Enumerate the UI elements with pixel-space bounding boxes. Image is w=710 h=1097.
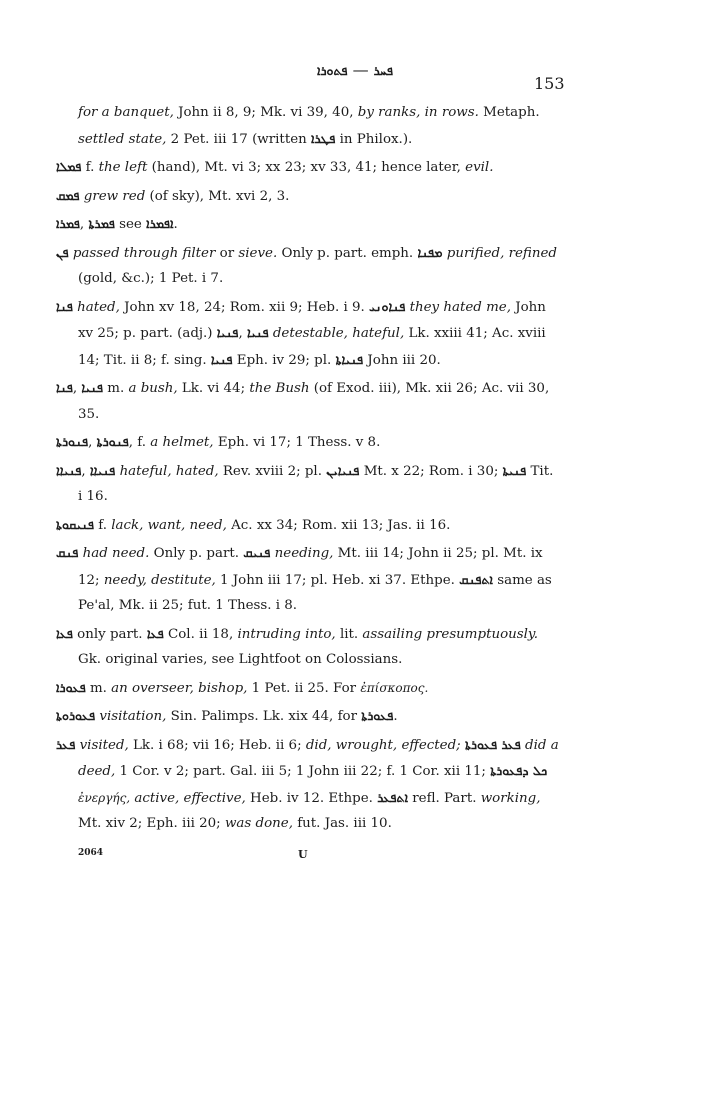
- syriac-headword: ܦܢܝܐܐ: [89, 462, 116, 478]
- italic-gloss: was done,: [224, 816, 293, 831]
- entry-text: .: [173, 217, 178, 232]
- italic-gloss: assailing presumptuously.: [362, 626, 538, 642]
- syriac-headword: ܦܢܝܬܐ: [502, 462, 527, 478]
- syriac-headword: ܦܢܘܪܬܐ: [96, 434, 129, 449]
- entry-text: Col. ii 18,: [163, 626, 238, 642]
- entry-text: .: [393, 709, 398, 724]
- entry-text: Mt. xiv 2; Eph. iii 20;: [78, 816, 225, 831]
- italic-gloss: an overseer, bishop,: [111, 680, 248, 696]
- italic-gloss: did a deed,: [78, 737, 559, 779]
- entry-text: Mt. x 22; Rom. i 30;: [359, 463, 503, 479]
- entry-text: John ii 8, 9; Mk. vi 39, 40,: [173, 105, 358, 120]
- italic-gloss: needy, destitute,: [103, 572, 216, 588]
- entry-text: Eph. vi 17; 1 Thess. v 8.: [213, 435, 381, 450]
- entry-text: Lk. vi 44;: [177, 381, 250, 396]
- syriac-headword: ܦܢܐ: [56, 298, 73, 314]
- syriac-headword: ܦܥܪ ܦܥܘܪܬܐ: [464, 736, 521, 752]
- syriac-headword: ܦܡܪܐ: [56, 216, 80, 231]
- syriac-headword: ܦܡܩ: [56, 187, 80, 203]
- dictionary-entry: [56, 375, 560, 427]
- entry-text: (of sky), Mt. xvi 2, 3.: [145, 188, 290, 204]
- italic-gloss: did, wrought, effected;: [305, 737, 461, 753]
- dictionary-entry: [56, 240, 560, 292]
- entry-text: Eph. iv 29; pl.: [232, 352, 336, 368]
- dictionary-entry: [56, 512, 560, 539]
- syriac-headword: ܦܥܐ: [56, 625, 73, 641]
- entry-text: m.: [85, 680, 112, 696]
- entry-text: ,: [238, 326, 247, 341]
- entry-text: John xv 18, 24; Rom. xii 9; Heb. i 9.: [119, 299, 370, 315]
- italic-gloss: they hated me,: [409, 299, 511, 315]
- italic-gloss: for a banquet,: [78, 105, 174, 120]
- italic-gloss: needing,: [274, 546, 334, 561]
- entry-text: Lk. xxiii 41; Ac. xviii 14; Tit. ii 8; f. sing.: [78, 326, 546, 368]
- syriac-headword: ܐܦܡܪܐ: [146, 216, 174, 231]
- dictionary-entry: [56, 732, 560, 837]
- syriac-headword: ܟܠ ܕܦܥܘܪܬܐ: [490, 763, 548, 778]
- syriac-headword: ܦܢܝܩܘܬܐ: [56, 516, 94, 532]
- entry-text: m.: [102, 381, 129, 396]
- syriac-headword: ܦܡܪܬܐ: [88, 216, 115, 231]
- syriac-headword: ܦܥܪ: [56, 736, 76, 752]
- italic-gloss: a helmet,: [150, 435, 214, 450]
- italic-gloss: sieve.: [238, 245, 278, 261]
- entry-text: ,: [88, 435, 97, 450]
- running-head-syriac-left: ܦܬܘܪܐ: [316, 63, 348, 78]
- italic-gloss: hateful, hated,: [119, 463, 219, 479]
- italic-gloss: the Bush: [249, 381, 310, 396]
- italic-gloss: settled state,: [78, 131, 167, 147]
- entry-text: only part.: [72, 626, 147, 642]
- entry-text: 1 John iii 17; pl. Heb. xi 37. Ethpe.: [215, 572, 460, 588]
- syriac-headword: ܐܬܦܥܪ: [377, 789, 408, 805]
- entry-text: Only p. part.: [149, 546, 244, 561]
- italic-gloss: working,: [480, 790, 541, 806]
- greek-word: ἐπίσκοπος.: [360, 680, 429, 695]
- entry-text: Tit. i 16.: [78, 463, 554, 504]
- entry-text: ,: [81, 463, 90, 479]
- entry-text: 1 Cor. v 2; part. Gal. iii 5; 1 John iii 22; f. 1 Cor. xii 11;: [115, 764, 491, 779]
- entry-text: ,: [79, 217, 89, 232]
- greek-word: ἐνεργής,: [78, 790, 131, 805]
- entry-text: Ac. xx 34; Rom. xii 13; Jas. ii 16.: [226, 517, 451, 533]
- syriac-headword: ܦܢܝܐܝܢ: [326, 462, 360, 478]
- italic-gloss: intruding into,: [237, 626, 336, 642]
- entry-text: same as Pe'al, Mk. ii 25; fut. 1 Thess. i 8.: [78, 572, 552, 613]
- entry-text: Only p. part. emph.: [277, 245, 418, 261]
- entry-text: John xv 25; p. part. (adj.): [78, 299, 546, 341]
- syriac-headword: ܦܢܝܐ: [216, 325, 239, 340]
- syriac-headword: ܦܢܝܐܐ: [56, 462, 82, 478]
- entry-text: 1 Pet. ii 25. For: [247, 680, 361, 696]
- italic-gloss: lack, want, need,: [111, 517, 227, 533]
- entry-text: fut. Jas. iii 10.: [292, 816, 392, 831]
- italic-gloss: hated,: [77, 299, 120, 315]
- italic-gloss: evil.: [465, 160, 494, 175]
- entry-text: (hand), Mt. vi 3; xx 23; xv 33, 41; hence later,: [147, 160, 466, 175]
- syriac-headword: ܦܥܐ: [146, 625, 164, 641]
- syriac-headword: ܦܢܝܐܬܐ: [335, 351, 364, 367]
- dictionary-entry: [56, 621, 560, 673]
- entry-text: Rev. xviii 2; pl.: [218, 463, 327, 479]
- entry-text: (gold, &c.); 1 Pet. i 7.: [78, 271, 224, 286]
- entry-text: Lk. i 68; vii 16; Heb. ii 6;: [128, 737, 306, 753]
- italic-gloss: grew red: [83, 188, 146, 204]
- italic-gloss: a bush,: [128, 381, 178, 396]
- dictionary-entry: [56, 458, 560, 510]
- entry-text: refl. Part.: [408, 790, 481, 806]
- entry-text: lit.: [335, 626, 363, 642]
- italic-gloss: active, effective,: [134, 790, 246, 806]
- entry-text: , f.: [128, 435, 151, 450]
- italic-gloss: the left: [98, 160, 148, 175]
- syriac-headword: ܦܥܘܪܬܐ: [361, 708, 394, 723]
- entry-text: f.: [81, 160, 99, 175]
- entry-text: (of Exod. iii), Mk. xii 26; Ac. vii 30, 35.: [78, 381, 550, 422]
- entry-text: John iii 20.: [363, 352, 441, 368]
- syriac-headword: ܦܛܪܐ: [311, 130, 336, 146]
- entry-list: [56, 100, 560, 839]
- syriac-headword: ܐܬܦܢܩ: [459, 571, 493, 587]
- entry-text: Mt. iii 14; John ii 25; pl. Mt. ix 12;: [78, 546, 543, 588]
- italic-gloss: detestable, hateful,: [272, 326, 405, 341]
- italic-gloss: by ranks, in rows.: [357, 105, 479, 120]
- signature-letter: U: [298, 848, 308, 861]
- running-head-syriac-right: ܦܚܪ: [373, 63, 394, 78]
- italic-gloss: passed through filter: [72, 245, 216, 261]
- entry-text: Metaph.: [478, 105, 540, 120]
- dictionary-entry: [56, 703, 560, 730]
- dictionary-entry: [56, 294, 560, 374]
- entry-text: or: [215, 245, 239, 261]
- italic-gloss: had need.: [82, 546, 150, 561]
- printer-signature-mark: 2064: [78, 848, 104, 858]
- italic-gloss: purified, refined: [446, 245, 557, 261]
- entry-text: Sin. Palimps. Lk. xix 44, for: [166, 709, 362, 724]
- dictionary-entry: [56, 675, 560, 702]
- running-head-dash: —: [352, 60, 369, 79]
- entry-text: ,: [72, 381, 82, 396]
- syriac-headword: ܦܢܝܩ: [243, 545, 271, 560]
- entry-text: Heb. iv 12. Ethpe.: [245, 790, 378, 806]
- dictionary-entry: [56, 154, 560, 181]
- syriac-headword: ܦܢܝܐ: [246, 325, 269, 340]
- syriac-headword: ܦܢ: [56, 244, 69, 260]
- italic-gloss: visitation,: [99, 709, 167, 724]
- dictionary-entry: [56, 540, 560, 619]
- syriac-headword: ܦܢܝܐ: [210, 351, 233, 367]
- entry-text: Gk. original varies, see Lightfoot on Colossians.: [78, 652, 403, 667]
- entry-text: in Philox.).: [335, 131, 413, 147]
- syriac-headword: ܦܢܐܘܢܝ: [369, 298, 406, 314]
- syriac-headword: ܦܢܐ: [56, 380, 73, 395]
- syriac-headword: ܦܥܘܪܘܬܐ: [56, 708, 96, 723]
- syriac-headword: ܦܢܘܪܬܐ: [56, 434, 89, 449]
- italic-gloss: visited,: [79, 737, 129, 753]
- dictionary-entry: [56, 429, 560, 456]
- page-number: 153: [534, 74, 565, 93]
- dictionary-entry: [56, 211, 560, 238]
- dictionary-entry: [56, 100, 560, 152]
- entry-text: f.: [93, 517, 112, 533]
- running-head: [0, 60, 710, 79]
- syriac-headword: ܦܢܩ: [56, 545, 79, 560]
- entry-text: see: [114, 217, 147, 232]
- syriac-headword: ܦܢܝܐ: [81, 380, 103, 395]
- entry-text: 2 Pet. iii 17 (written: [166, 131, 312, 147]
- syriac-headword: ܡܦܢܐ: [417, 244, 443, 260]
- dictionary-entry: [56, 183, 560, 210]
- syriac-headword: ܦܡܠܐ: [56, 159, 82, 174]
- syriac-headword: ܦܥܘܪܐ: [56, 679, 86, 695]
